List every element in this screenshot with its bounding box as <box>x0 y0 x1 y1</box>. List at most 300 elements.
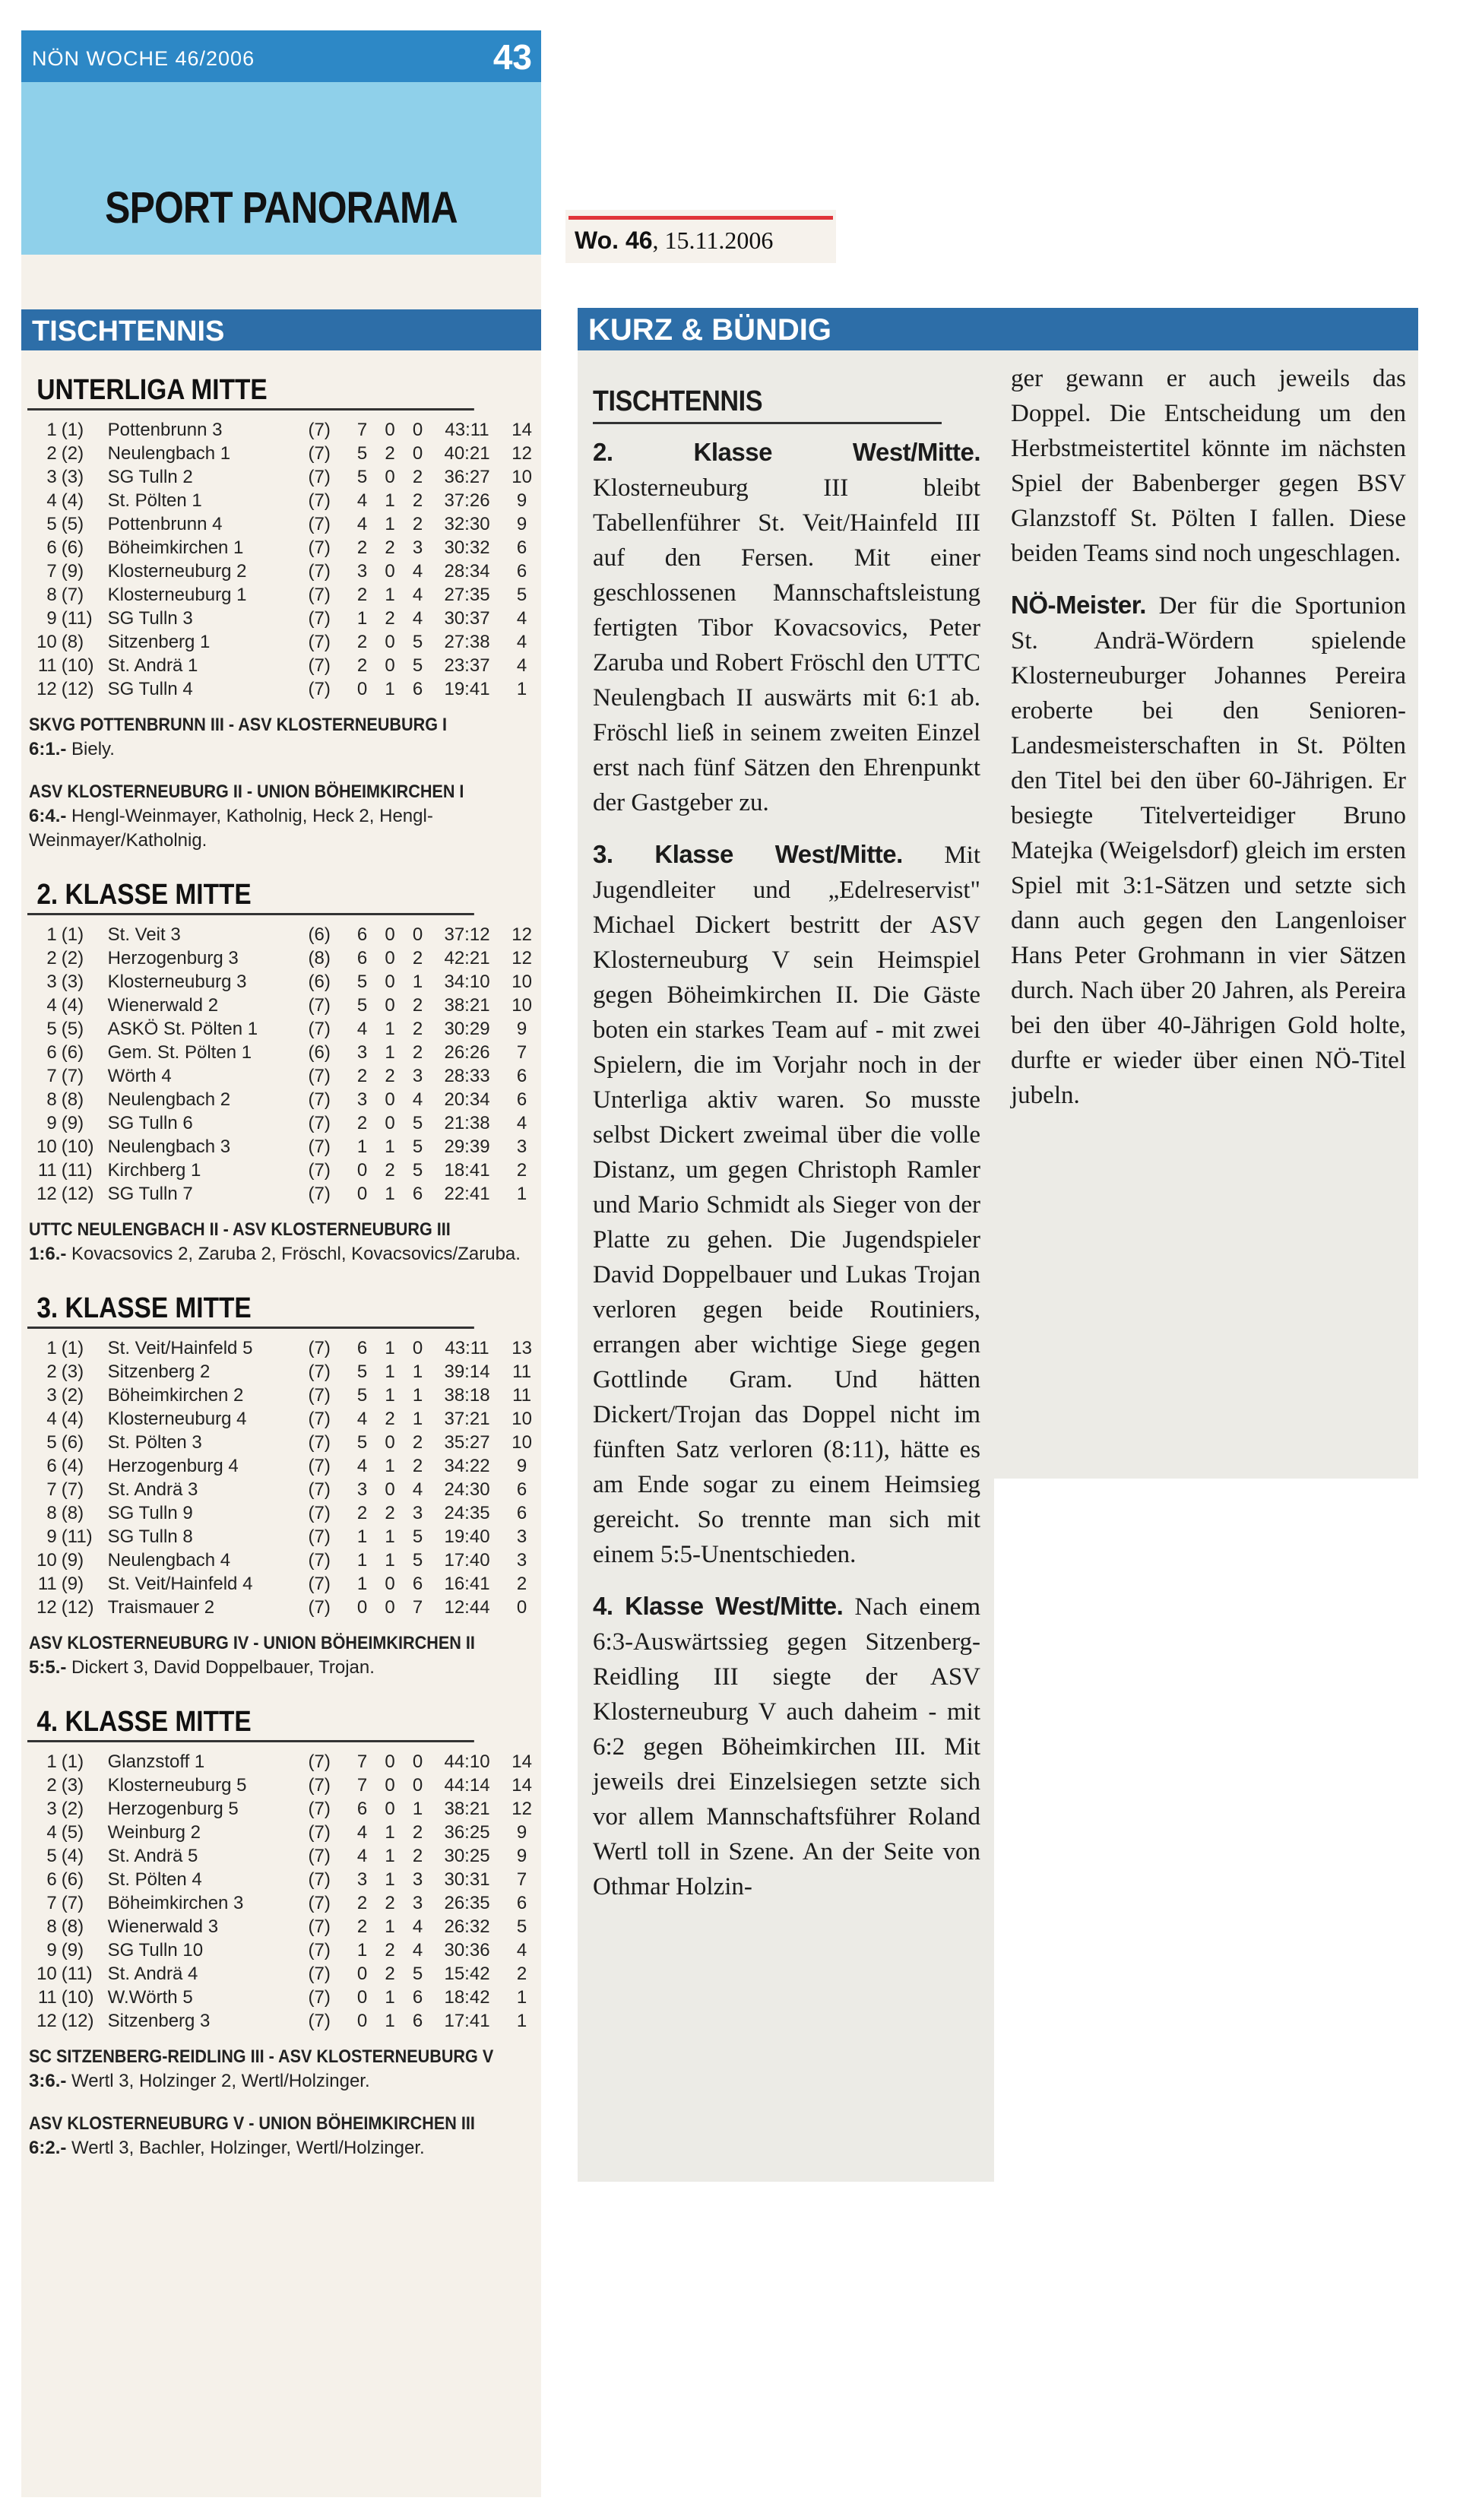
table-row <box>21 1064 541 1088</box>
kurz-buendig-header-label: KURZ & BÜNDIG <box>588 313 831 347</box>
rank-cell: 12 <box>36 2011 57 2031</box>
games-played-cell: (6) <box>308 1042 331 1063</box>
rank-cell: 4 <box>46 995 57 1016</box>
table-row <box>21 1182 541 1206</box>
section-title: SPORT PANORAMA <box>105 183 458 233</box>
losses-cell: 4 <box>412 1089 423 1110</box>
table-row <box>21 1041 541 1064</box>
table-row <box>21 994 541 1017</box>
previous-rank-cell: (6) <box>61 1432 84 1453</box>
wins-cell: 2 <box>356 537 368 558</box>
table-row <box>21 1938 541 1962</box>
losses-cell: 5 <box>412 1113 423 1133</box>
losses-cell: 2 <box>412 1019 423 1039</box>
draws-cell: 1 <box>385 1550 395 1571</box>
match-result <box>29 1631 534 1680</box>
team-name-cell: Gem. St. Pölten 1 <box>107 1042 252 1063</box>
games-played-cell: (8) <box>308 948 331 968</box>
table-row <box>21 1525 541 1548</box>
table-row <box>21 489 541 512</box>
previous-rank-cell: (1) <box>61 1751 84 1772</box>
previous-rank-cell: (1) <box>61 420 84 440</box>
losses-cell: 6 <box>412 1574 423 1594</box>
sets-cell: 19:40 <box>444 1526 490 1547</box>
sets-cell: 24:30 <box>444 1479 490 1500</box>
draws-cell: 0 <box>385 1799 395 1819</box>
games-played-cell: (7) <box>308 1987 331 2008</box>
points-cell: 4 <box>516 655 527 676</box>
losses-cell: 1 <box>412 1409 423 1429</box>
losses-cell: 2 <box>412 948 423 968</box>
draws-cell: 0 <box>385 972 395 992</box>
draws-cell: 2 <box>385 1066 395 1086</box>
losses-cell: 3 <box>412 1503 423 1523</box>
sets-cell: 34:10 <box>444 972 490 992</box>
rank-cell: 2 <box>46 1775 57 1796</box>
wins-cell: 1 <box>356 1550 368 1571</box>
table-row <box>21 1596 541 1619</box>
points-cell: 14 <box>511 420 532 440</box>
losses-cell: 4 <box>412 585 423 605</box>
team-name-cell: Glanzstoff 1 <box>107 1751 205 1772</box>
wins-cell: 5 <box>356 1361 368 1382</box>
match-teams: SKVG POTTENBRUNN III - ASV KLOSTERNEUBURG I <box>29 715 448 735</box>
games-played-cell: (7) <box>308 1526 331 1547</box>
games-played-cell: (7) <box>308 995 331 1016</box>
team-name-cell: Weinburg 2 <box>107 1822 201 1843</box>
team-name-cell: Klosterneuburg 5 <box>107 1775 247 1796</box>
points-cell: 7 <box>516 1042 527 1063</box>
previous-rank-cell: (6) <box>61 537 84 558</box>
rank-cell: 9 <box>46 608 57 629</box>
sets-cell: 26:35 <box>444 1893 490 1913</box>
points-cell: 2 <box>516 1964 527 1984</box>
team-name-cell: Wienerwald 3 <box>107 1916 219 1937</box>
rank-cell: 5 <box>46 1019 57 1039</box>
table-row <box>21 442 541 465</box>
team-name-cell: Böheimkirchen 2 <box>107 1385 244 1406</box>
team-name-cell: St. Andrä 3 <box>107 1479 198 1500</box>
games-played-cell: (7) <box>308 1019 331 1039</box>
games-played-cell: (7) <box>308 1456 331 1476</box>
losses-cell: 5 <box>412 1526 423 1547</box>
games-played-cell: (7) <box>308 1751 331 1772</box>
draws-cell: 0 <box>385 632 395 652</box>
rank-cell: 12 <box>36 679 57 699</box>
rank-cell: 6 <box>46 1456 57 1476</box>
points-cell: 13 <box>511 1338 532 1358</box>
previous-rank-cell: (11) <box>61 1964 93 1984</box>
sets-cell: 17:40 <box>444 1550 490 1571</box>
table-row <box>21 654 541 677</box>
wins-cell: 0 <box>356 679 368 699</box>
wins-cell: 4 <box>356 1846 368 1866</box>
sets-cell: 15:42 <box>444 1964 490 1984</box>
rank-cell: 5 <box>46 514 57 534</box>
points-cell: 9 <box>516 490 527 511</box>
points-cell: 10 <box>511 1432 532 1453</box>
team-name-cell: Klosterneuburg 3 <box>107 972 247 992</box>
table-row <box>21 559 541 583</box>
points-cell: 6 <box>516 1089 527 1110</box>
losses-cell: 0 <box>412 1338 423 1358</box>
points-cell: 7 <box>516 1869 527 1890</box>
table-row <box>21 1915 541 1938</box>
points-cell: 1 <box>516 1184 527 1204</box>
games-played-cell: (7) <box>308 1184 331 1204</box>
rank-cell: 7 <box>46 1479 57 1500</box>
sets-cell: 22:41 <box>444 1184 490 1204</box>
table-row <box>21 418 541 442</box>
previous-rank-cell: (10) <box>61 1136 94 1157</box>
draws-cell: 1 <box>385 2011 395 2031</box>
wins-cell: 0 <box>356 1160 368 1181</box>
wins-cell: 5 <box>356 443 368 464</box>
wins-cell: 6 <box>356 948 368 968</box>
points-cell: 12 <box>511 948 532 968</box>
table-row <box>21 1431 541 1454</box>
games-played-cell: (7) <box>308 537 331 558</box>
previous-rank-cell: (1) <box>61 1338 84 1358</box>
draws-cell: 1 <box>385 1916 395 1937</box>
rank-cell: 10 <box>36 1964 57 1984</box>
table-row <box>21 2009 541 2033</box>
sets-cell: 28:34 <box>444 561 490 582</box>
points-cell: 9 <box>516 1822 527 1843</box>
rank-cell: 3 <box>46 467 57 487</box>
match-players: Wertl 3, Bachler, Holzinger, Wertl/Holzinger. <box>71 2138 425 2158</box>
table-row <box>21 970 541 994</box>
losses-cell: 1 <box>412 972 423 992</box>
draws-cell: 0 <box>385 655 395 676</box>
sets-cell: 40:21 <box>444 443 490 464</box>
rank-cell: 1 <box>46 924 57 945</box>
previous-rank-cell: (1) <box>61 924 84 945</box>
draws-cell: 1 <box>385 1987 395 2008</box>
points-cell: 6 <box>516 537 527 558</box>
games-played-cell: (7) <box>308 1479 331 1500</box>
team-name-cell: SG Tulln 10 <box>107 1940 204 1961</box>
games-played-cell: (7) <box>308 2011 331 2031</box>
rank-cell: 10 <box>36 1550 57 1571</box>
rank-cell: 10 <box>36 1136 57 1157</box>
team-name-cell: Sitzenberg 1 <box>107 632 211 652</box>
games-played-cell: (7) <box>308 1597 331 1618</box>
article-paragraph <box>593 837 980 1572</box>
rank-cell: 1 <box>46 1751 57 1772</box>
wins-cell: 7 <box>356 1775 368 1796</box>
team-name-cell: St. Andrä 5 <box>107 1846 198 1866</box>
draws-cell: 2 <box>385 608 395 629</box>
standings-table <box>21 1336 541 1619</box>
draws-cell: 0 <box>385 1479 395 1500</box>
games-played-cell: (7) <box>308 1113 331 1133</box>
losses-cell: 2 <box>412 1432 423 1453</box>
match-score: 6:1.- <box>29 739 67 759</box>
sets-cell: 38:21 <box>444 995 490 1016</box>
match-players: Wertl 3, Holzinger 2, Wertl/Holzinger. <box>71 2071 370 2091</box>
team-name-cell: SG Tulln 4 <box>107 679 193 699</box>
previous-rank-cell: (9) <box>61 561 84 582</box>
team-name-cell: St. Veit/Hainfeld 5 <box>107 1338 253 1358</box>
rank-cell: 10 <box>36 632 57 652</box>
wins-cell: 4 <box>356 1822 368 1843</box>
draws-cell: 1 <box>385 1822 395 1843</box>
rank-cell: 11 <box>37 1574 57 1594</box>
games-played-cell: (7) <box>308 514 331 534</box>
rank-cell: 11 <box>37 1160 57 1181</box>
points-cell: 1 <box>516 1987 527 2008</box>
match-teams: ASV KLOSTERNEUBURG V - UNION BÖHEIMKIRCHEN III <box>29 2113 475 2134</box>
team-name-cell: Sitzenberg 2 <box>107 1361 211 1382</box>
paragraph-text: ger gewann er auch jeweils das Doppel. Die Entscheidung um den Herbstmeistertitel könnte im nächsten Spiel der Babenberger gegen BSV Glanzstoff St. Pölten I fallen. Diese beiden Teams sind noch ungeschlagen. <box>1011 365 1406 567</box>
wins-cell: 2 <box>356 1113 368 1133</box>
previous-rank-cell: (3) <box>61 1775 84 1796</box>
team-name-cell: Pottenbrunn 4 <box>107 514 223 534</box>
wins-cell: 0 <box>356 1964 368 1984</box>
tischtennis-header <box>21 309 541 350</box>
sets-cell: 26:26 <box>444 1042 490 1063</box>
team-name-cell: Klosterneuburg 4 <box>107 1409 247 1429</box>
wins-cell: 6 <box>356 1799 368 1819</box>
league-block <box>21 1706 541 2160</box>
kurz-buendig-header <box>578 308 1418 350</box>
points-cell: 5 <box>516 1916 527 1937</box>
previous-rank-cell: (8) <box>61 1503 84 1523</box>
rank-cell: 2 <box>46 443 57 464</box>
team-name-cell: Wörth 4 <box>107 1066 172 1086</box>
draws-cell: 0 <box>385 1597 395 1618</box>
sets-cell: 12:44 <box>444 1597 490 1618</box>
draws-cell: 0 <box>385 1751 395 1772</box>
match-score: 6:2.- <box>29 2138 67 2158</box>
match-results <box>29 2045 534 2160</box>
league-title: 3. KLASSE MITTE <box>27 1292 474 1329</box>
left-newspaper-clipping <box>21 30 541 2497</box>
games-played-cell: (7) <box>308 1846 331 1866</box>
table-row <box>21 607 541 630</box>
rank-cell: 6 <box>46 1042 57 1063</box>
games-played-cell: (7) <box>308 1799 331 1819</box>
match-players: Hengl-Weinmayer, Katholnig, Heck 2, Hengl-Weinmayer/Katholnig. <box>29 806 433 851</box>
losses-cell: 3 <box>412 1869 423 1890</box>
games-played-cell: (7) <box>308 1089 331 1110</box>
previous-rank-cell: (5) <box>61 1019 84 1039</box>
team-name-cell: Herzogenburg 4 <box>107 1456 239 1476</box>
draws-cell: 1 <box>385 1184 395 1204</box>
games-played-cell: (7) <box>308 1503 331 1523</box>
wins-cell: 1 <box>356 1574 368 1594</box>
wins-cell: 3 <box>356 1042 368 1063</box>
losses-cell: 2 <box>412 1822 423 1843</box>
games-played-cell: (7) <box>308 561 331 582</box>
draws-cell: 1 <box>385 1846 395 1866</box>
match-score: 5:5.- <box>29 1657 67 1678</box>
previous-rank-cell: (2) <box>61 1385 84 1406</box>
standings-table <box>21 418 541 701</box>
wins-cell: 2 <box>356 632 368 652</box>
match-players: Biely. <box>71 739 115 759</box>
games-played-cell: (7) <box>308 1550 331 1571</box>
points-cell: 1 <box>516 2011 527 2031</box>
draws-cell: 0 <box>385 1574 395 1594</box>
wins-cell: 3 <box>356 561 368 582</box>
paragraph-text: Klosterneuburg III bleibt Tabellenführer St. Veit/Hainfeld III auf den Fersen. Mit einer geschlossenen Mannschaftsleistung fertigten Tibor Kovacsovics, Peter Zaruba und Robert Fröschl den UTTC Neulengbach II auswärts mit 6:1 ab. Fröschl ließ in seinem zweiten Einzel erst nach fünf Sätzen den Ehrenpunkt der Gastgeber zu. <box>593 474 980 816</box>
points-cell: 6 <box>516 561 527 582</box>
previous-rank-cell: (6) <box>61 1042 84 1063</box>
tischtennis-header-label: TISCHTENNIS <box>32 315 225 347</box>
table-row <box>21 1501 541 1525</box>
table-row <box>21 1017 541 1041</box>
team-name-cell: Kirchberg 1 <box>107 1160 201 1181</box>
previous-rank-cell: (3) <box>61 1361 84 1382</box>
losses-cell: 0 <box>412 1775 423 1796</box>
table-row <box>21 1986 541 2009</box>
sets-cell: 29:39 <box>444 1136 490 1157</box>
table-row <box>21 1111 541 1135</box>
week-label: Wo. 46 <box>575 227 653 254</box>
draws-cell: 1 <box>385 585 395 605</box>
points-cell: 9 <box>516 1846 527 1866</box>
previous-rank-cell: (8) <box>61 632 84 652</box>
match-players: Dickert 3, David Doppelbauer, Trojan. <box>71 1657 375 1678</box>
games-played-cell: (7) <box>308 1361 331 1382</box>
team-name-cell: St. Pölten 3 <box>107 1432 202 1453</box>
wins-cell: 0 <box>356 2011 368 2031</box>
team-name-cell: St. Veit/Hainfeld 4 <box>107 1574 253 1594</box>
match-teams: ASV KLOSTERNEUBURG II - UNION BÖHEIMKIRCHEN I <box>29 781 464 802</box>
sets-cell: 34:22 <box>444 1456 490 1476</box>
wins-cell: 0 <box>356 1987 368 2008</box>
team-name-cell: Böheimkirchen 1 <box>107 537 244 558</box>
games-played-cell: (7) <box>308 1775 331 1796</box>
standings-table <box>21 1750 541 2033</box>
wins-cell: 4 <box>356 1019 368 1039</box>
table-row <box>21 1384 541 1407</box>
table-row <box>21 1360 541 1384</box>
masthead-bar <box>21 30 541 82</box>
previous-rank-cell: (7) <box>61 1066 84 1086</box>
paragraph-heading: NÖ-Meister. <box>1011 591 1146 619</box>
table-row <box>21 1407 541 1431</box>
previous-rank-cell: (9) <box>61 1113 84 1133</box>
league-title: 2. KLASSE MITTE <box>27 879 474 915</box>
losses-cell: 2 <box>412 1846 423 1866</box>
previous-rank-cell: (12) <box>61 1597 94 1618</box>
team-name-cell: ASKÖ St. Pölten 1 <box>107 1019 258 1039</box>
wins-cell: 3 <box>356 1479 368 1500</box>
games-played-cell: (7) <box>308 1432 331 1453</box>
wins-cell: 1 <box>356 608 368 629</box>
wins-cell: 4 <box>356 1409 368 1429</box>
article-paragraph <box>1011 588 1406 1113</box>
rank-cell: 1 <box>46 1338 57 1358</box>
previous-rank-cell: (11) <box>61 608 93 629</box>
team-name-cell: St. Andrä 1 <box>107 655 198 676</box>
previous-rank-cell: (3) <box>61 467 84 487</box>
previous-rank-cell: (9) <box>61 1940 84 1961</box>
table-row <box>21 1548 541 1572</box>
previous-rank-cell: (8) <box>61 1089 84 1110</box>
article-topic: TISCHTENNIS <box>593 384 942 424</box>
sets-cell: 17:41 <box>444 2011 490 2031</box>
wins-cell: 5 <box>356 972 368 992</box>
games-played-cell: (7) <box>308 585 331 605</box>
points-cell: 11 <box>512 1385 532 1406</box>
rank-cell: 5 <box>46 1846 57 1866</box>
table-row <box>21 465 541 489</box>
rank-cell: 11 <box>37 1987 57 2008</box>
rank-cell: 6 <box>46 1869 57 1890</box>
wins-cell: 7 <box>356 1751 368 1772</box>
points-cell: 2 <box>516 1574 527 1594</box>
league-title: 4. KLASSE MITTE <box>27 1706 474 1742</box>
team-name-cell: Klosterneuburg 1 <box>107 585 247 605</box>
draws-cell: 0 <box>385 1113 395 1133</box>
match-results <box>29 713 534 853</box>
wins-cell: 3 <box>356 1089 368 1110</box>
points-cell: 9 <box>516 1456 527 1476</box>
games-played-cell: (7) <box>308 490 331 511</box>
draws-cell: 0 <box>385 1775 395 1796</box>
sets-cell: 24:35 <box>444 1503 490 1523</box>
wins-cell: 1 <box>356 1136 368 1157</box>
article-paragraph <box>593 435 980 820</box>
previous-rank-cell: (12) <box>61 679 94 699</box>
losses-cell: 2 <box>412 514 423 534</box>
sets-cell: 30:31 <box>444 1869 490 1890</box>
points-cell: 9 <box>516 1019 527 1039</box>
sets-cell: 36:25 <box>444 1822 490 1843</box>
wins-cell: 4 <box>356 514 368 534</box>
table-row <box>21 677 541 701</box>
losses-cell: 1 <box>412 1799 423 1819</box>
points-cell: 10 <box>511 995 532 1016</box>
rank-cell: 2 <box>46 948 57 968</box>
points-cell: 3 <box>516 1550 527 1571</box>
table-row <box>21 1750 541 1774</box>
draws-cell: 1 <box>385 514 395 534</box>
games-played-cell: (7) <box>308 467 331 487</box>
sets-cell: 26:32 <box>444 1916 490 1937</box>
games-played-cell: (7) <box>308 1338 331 1358</box>
wins-cell: 5 <box>356 995 368 1016</box>
sets-cell: 42:21 <box>444 948 490 968</box>
games-played-cell: (7) <box>308 1916 331 1937</box>
previous-rank-cell: (6) <box>61 1869 84 1890</box>
table-row <box>21 1572 541 1596</box>
publication-name: NÖN WOCHE 46/2006 <box>32 47 255 70</box>
paragraph-text: Nach einem 6:3-Auswärtssieg gegen Sitzenberg-Reidling III siegte der ASV Klosterneuburg V auch daheim - mit 6:2 gegen Böheimkirchen III. Mit jeweils drei Einzelsiegen setzte sich vor allem Mannschaftsführer Roland Wertl toll in Szene. An der Seite von Othmar Holzin- <box>593 1593 980 1900</box>
paragraph-heading: 2. Klasse West/Mitte. <box>593 438 980 466</box>
previous-rank-cell: (2) <box>61 443 84 464</box>
match-teams: ASV KLOSTERNEUBURG IV - UNION BÖHEIMKIRCHEN II <box>29 1633 475 1653</box>
team-name-cell: Neulengbach 1 <box>107 443 231 464</box>
wins-cell: 6 <box>356 924 368 945</box>
wins-cell: 0 <box>356 1184 368 1204</box>
rank-cell: 8 <box>46 1916 57 1937</box>
points-cell: 1 <box>516 679 527 699</box>
sets-cell: 36:27 <box>444 467 490 487</box>
table-row <box>21 1135 541 1159</box>
points-cell: 3 <box>516 1526 527 1547</box>
draws-cell: 1 <box>385 1526 395 1547</box>
rank-cell: 8 <box>46 1503 57 1523</box>
draws-cell: 1 <box>385 1136 395 1157</box>
points-cell: 4 <box>516 1113 527 1133</box>
rank-cell: 6 <box>46 537 57 558</box>
team-name-cell: St. Veit 3 <box>107 924 181 945</box>
